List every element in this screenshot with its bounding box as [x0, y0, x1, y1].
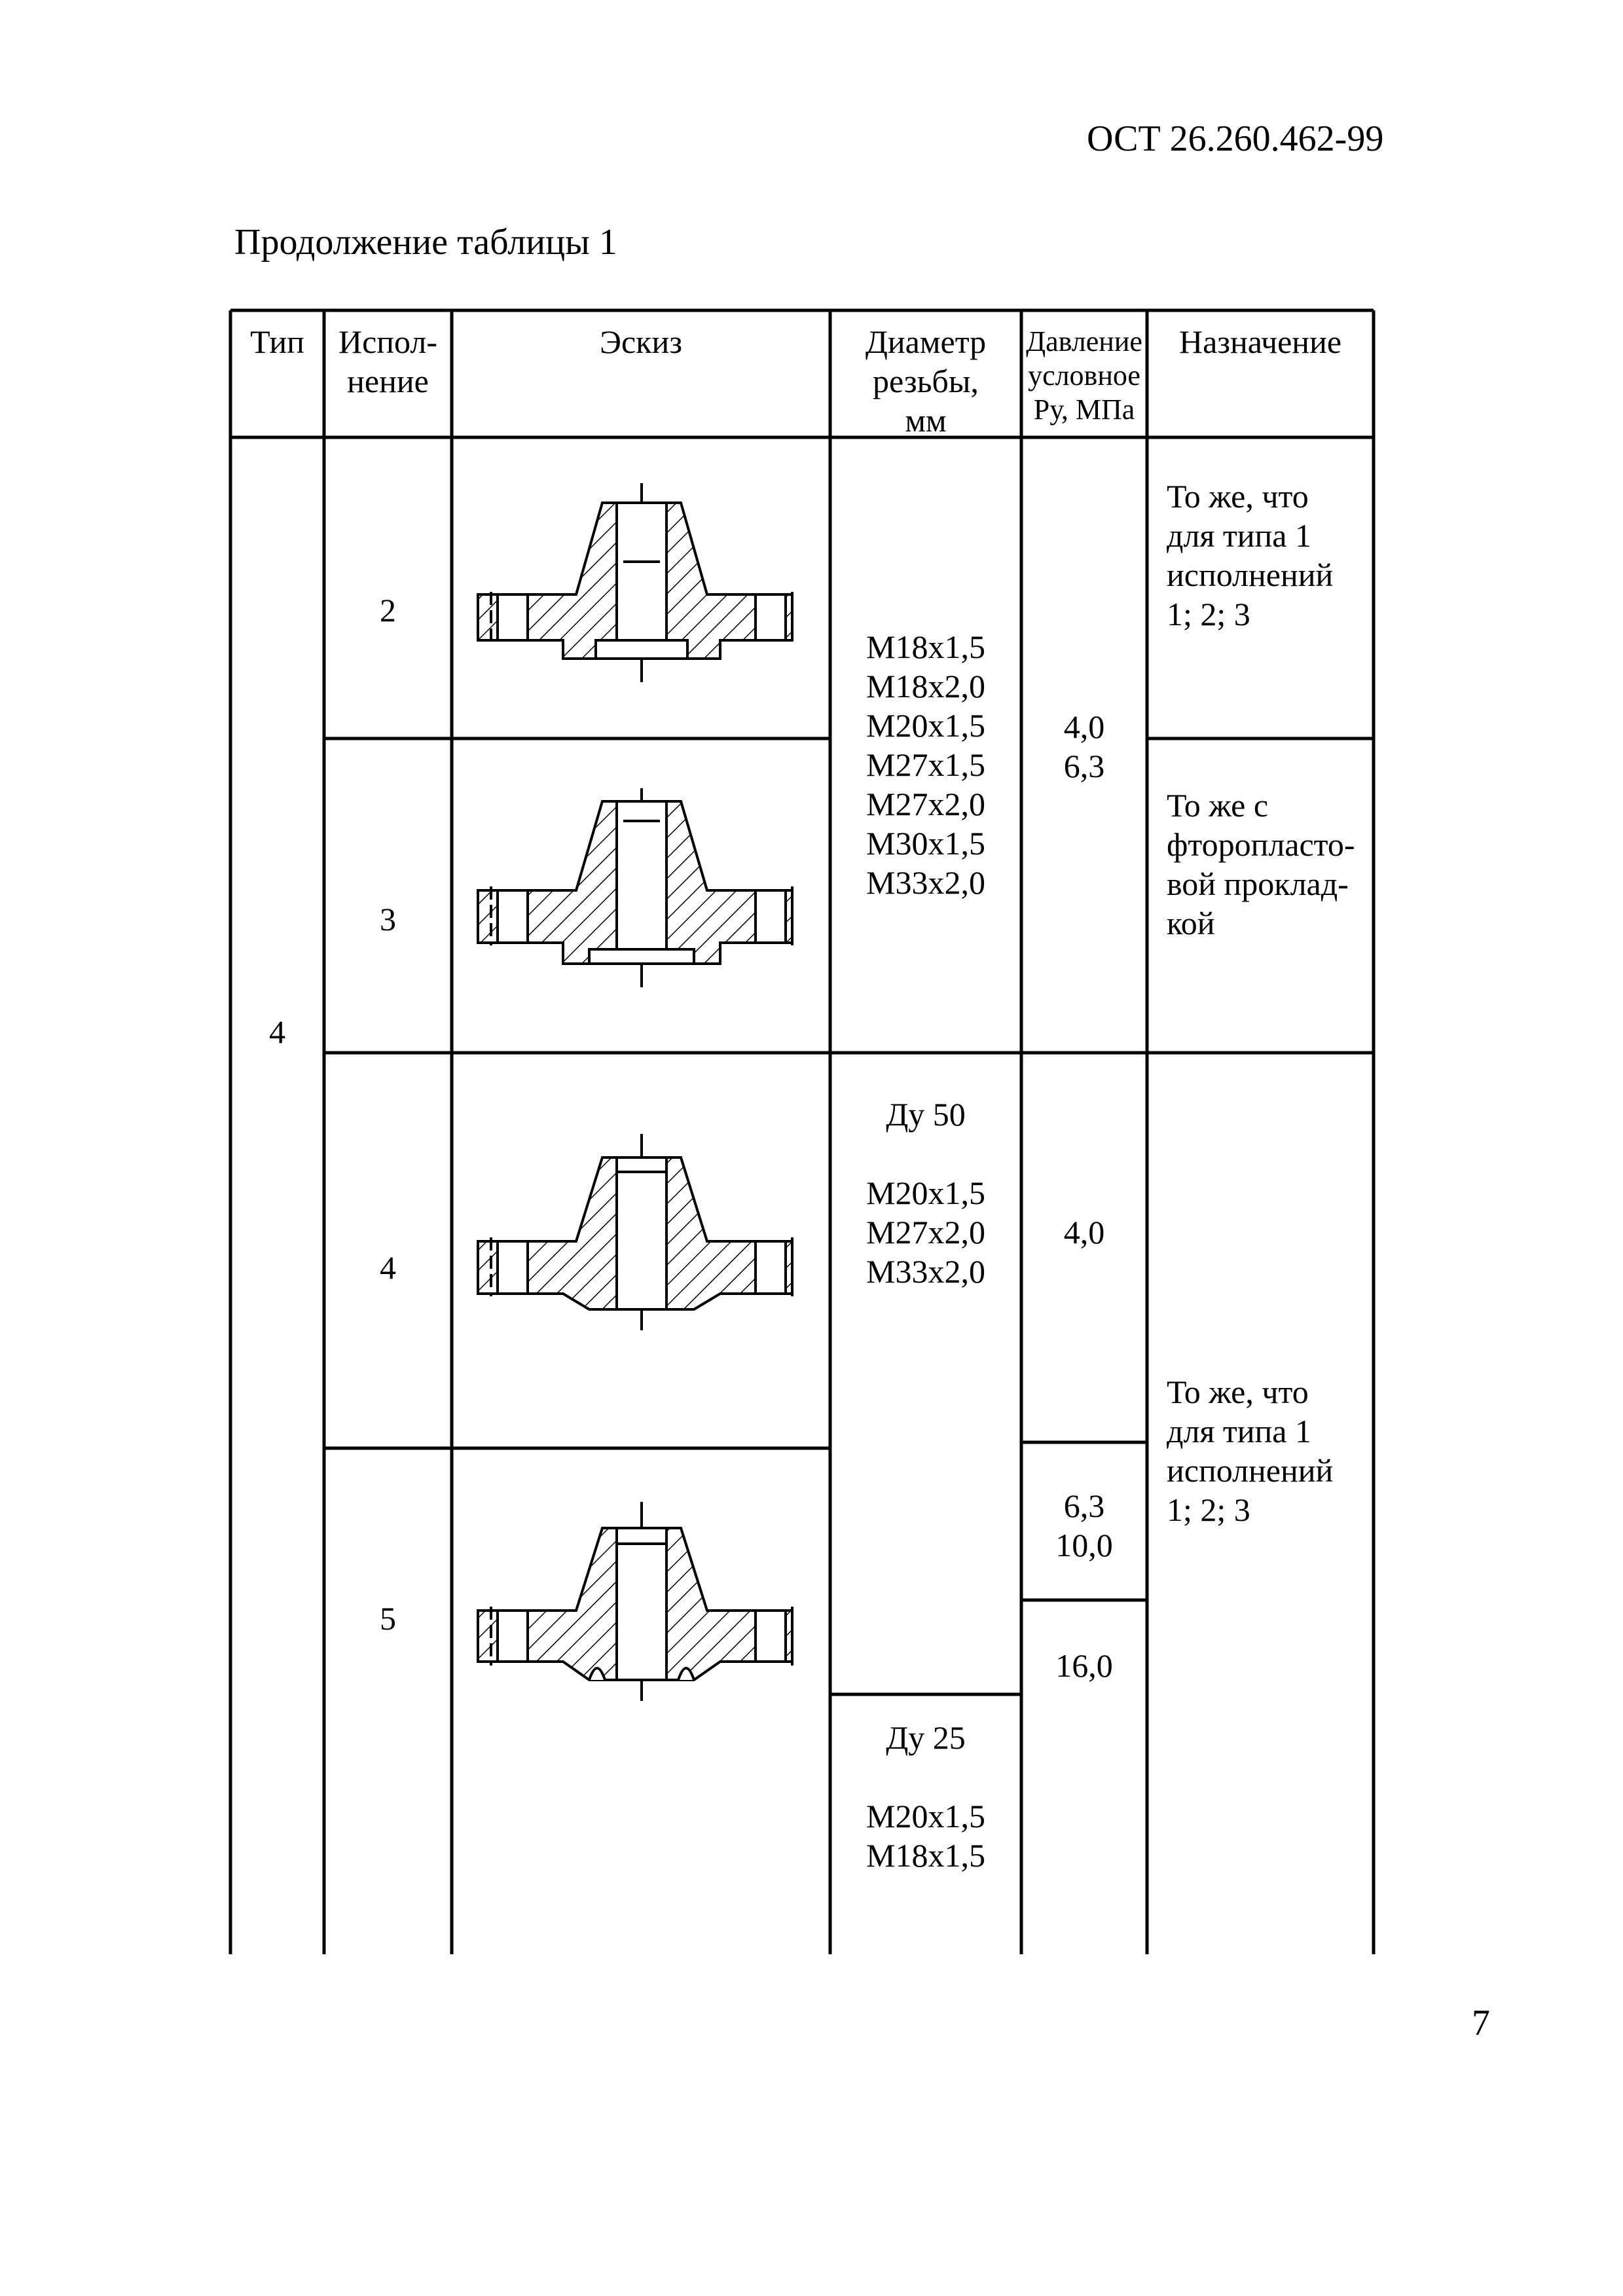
- header-execution-line2: нение: [347, 363, 429, 399]
- purpose-row2-line3: исполнений: [1167, 556, 1334, 593]
- diameter-3-1: М20х1,5: [866, 1798, 985, 1834]
- header-pressure-line2: условное: [1028, 359, 1140, 392]
- diameter-1-5: М27х2,0: [866, 786, 985, 822]
- diameter-2-3: М33х2,0: [866, 1253, 985, 1290]
- pressure-row4: 4,0: [1063, 1214, 1105, 1250]
- header-diameter-line1: Диаметр: [865, 323, 987, 360]
- diameter-3-2: М18х1,5: [866, 1837, 985, 1874]
- diameter-2-1: М20х1,5: [866, 1175, 985, 1211]
- purpose-rows45-line3: исполнений: [1167, 1452, 1334, 1489]
- table-caption: Продолжение таблицы 1: [234, 222, 617, 263]
- purpose-row2-line2: для типа 1: [1167, 517, 1311, 554]
- du50-label: Ду 50: [886, 1096, 966, 1133]
- purpose-row2-line1: То же, что: [1167, 478, 1309, 515]
- page-number: 7: [1472, 2003, 1490, 2043]
- header-diameter-line3: мм: [905, 402, 947, 439]
- execution-3: 3: [380, 901, 396, 938]
- header-pressure-line3: Ру, МПа: [1033, 393, 1135, 426]
- pressure-row5a-1: 6,3: [1063, 1487, 1105, 1524]
- purpose-rows45-line1: То же, что: [1167, 1374, 1309, 1410]
- purpose-row3-line2: фторопласто-: [1167, 826, 1355, 863]
- purpose-row3-line1: То же с: [1167, 787, 1269, 824]
- purpose-rows45-line4: 1; 2; 3: [1167, 1491, 1250, 1528]
- purpose-row3-line4: кой: [1167, 905, 1215, 941]
- pressure-1-1: 4,0: [1063, 708, 1105, 745]
- header-execution-line1: Испол-: [338, 323, 437, 360]
- flange-section-icon: [471, 1134, 812, 1343]
- pressure-1-2: 6,3: [1063, 748, 1105, 784]
- purpose-rows45-line2: для типа 1: [1167, 1413, 1311, 1449]
- diameter-1-6: М30х1,5: [866, 825, 985, 862]
- execution-2: 2: [380, 592, 396, 629]
- header-purpose: Назначение: [1178, 323, 1342, 360]
- pressure-row5a-2: 10,0: [1055, 1527, 1113, 1563]
- diameter-1-2: М18х2,0: [866, 668, 985, 704]
- flange-section-icon: [471, 1502, 812, 1711]
- document-code: ОСТ 26.260.462-99: [1087, 118, 1384, 159]
- diameter-2-2: М27х2,0: [866, 1214, 985, 1250]
- type-value: 4: [269, 1013, 285, 1050]
- diameter-1-7: М33х2,0: [866, 864, 985, 901]
- execution-5: 5: [380, 1600, 396, 1637]
- header-diameter-line2: резьбы,: [873, 363, 979, 399]
- header-pressure-line1: Давление: [1026, 325, 1142, 357]
- flange-section-icon: [471, 483, 812, 693]
- execution-4: 4: [380, 1249, 396, 1286]
- du25-label: Ду 25: [886, 1719, 966, 1756]
- header-sketch: Эскиз: [599, 323, 682, 360]
- diameter-1-3: М20х1,5: [866, 707, 985, 744]
- flange-section-icon: [471, 788, 812, 998]
- diameter-1-4: М27х1,5: [866, 746, 985, 783]
- header-type: Тип: [250, 323, 304, 360]
- diameter-1-1: М18х1,5: [866, 629, 985, 665]
- purpose-row2-line4: 1; 2; 3: [1167, 596, 1250, 632]
- pressure-row5b: 16,0: [1055, 1647, 1113, 1684]
- purpose-row3-line3: вой проклад-: [1167, 866, 1349, 902]
